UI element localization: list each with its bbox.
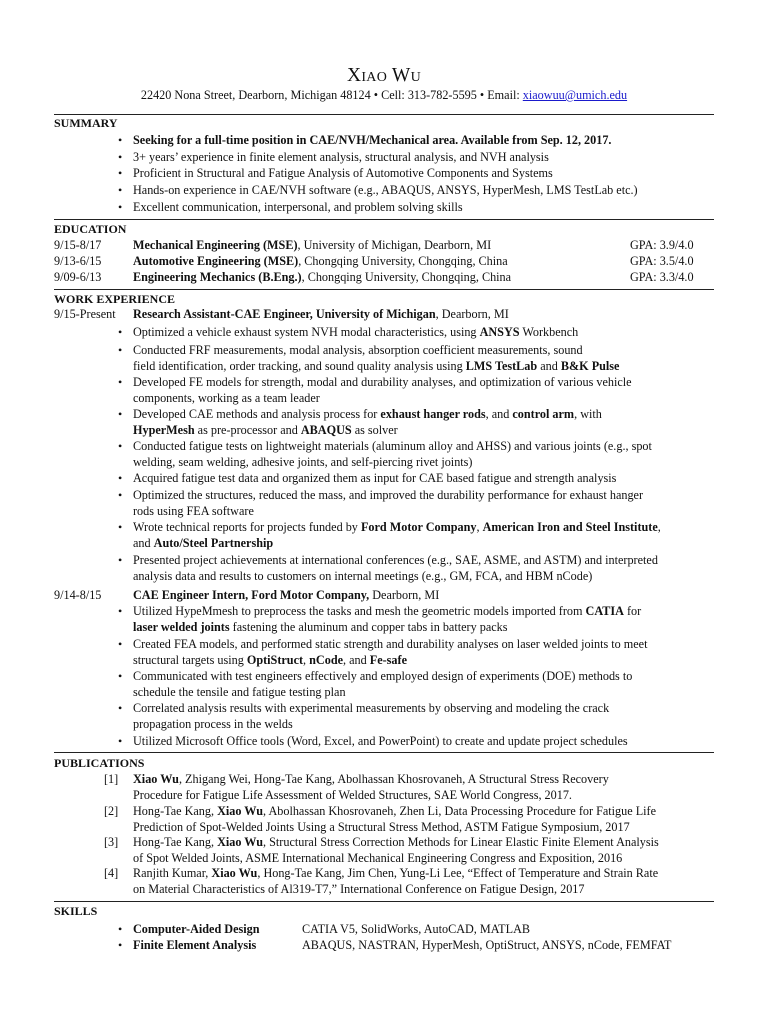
bullet: • bbox=[118, 488, 123, 502]
pub-number: [2] bbox=[104, 804, 119, 818]
bullet: • bbox=[118, 938, 123, 952]
bullet: • bbox=[118, 471, 123, 485]
bullet: • bbox=[118, 669, 123, 683]
pub-number: [3] bbox=[104, 835, 119, 849]
skills-heading: SKILLS bbox=[54, 904, 98, 918]
job-bullet: Conducted fatigue tests on lightweight materials (aluminum alloy and AHSS) and various joints (e.g., spot bbox=[133, 439, 652, 453]
bullet: • bbox=[118, 520, 123, 534]
job-bullet: Utilized Microsoft Office tools (Word, Excel, and PowerPoint) to create and update project schedules bbox=[133, 734, 628, 748]
text: CATIA bbox=[585, 604, 624, 618]
text: , Hong-Tae Kang, Jim Chen, Yung-Li Lee, “Effect of Temperature and Strain Rate bbox=[257, 866, 659, 880]
text: Utilized HypeMmesh to preprocess the tasks and mesh the geometric models imported from bbox=[133, 604, 586, 618]
bullet: • bbox=[118, 604, 123, 618]
bullet: • bbox=[118, 200, 123, 214]
summary-item: Proficient in Structural and Fatigue Analysis of Automotive Components and Systems bbox=[133, 166, 553, 180]
bullet: • bbox=[118, 553, 123, 567]
pub-entry bbox=[133, 771, 609, 787]
bullet: • bbox=[118, 133, 123, 147]
text: , and bbox=[485, 407, 513, 421]
pub-entry-cont: Prediction of Spot-Welded Joints Using a Structural Stress Method, ASTM Fatigue Symposium, 2017 bbox=[133, 820, 630, 834]
candidate-name: Xiao Wu bbox=[346, 65, 422, 86]
edu-school: , University of Michigan, Dearborn, MI bbox=[297, 238, 492, 252]
bullet: • bbox=[118, 325, 123, 339]
publications-heading: PUBLICATIONS bbox=[54, 756, 145, 770]
text: as pre-processor and bbox=[194, 423, 301, 437]
job-bullet bbox=[133, 406, 602, 422]
edu-school: , Chongqing University, Chongqing, China bbox=[301, 270, 512, 284]
bullet: • bbox=[118, 734, 123, 748]
job-bullet-cont: rods using FEA software bbox=[133, 504, 254, 518]
summary-rule bbox=[54, 114, 714, 115]
contact-line bbox=[0, 88, 768, 103]
text: HyperMesh bbox=[133, 423, 195, 437]
job-bullet-cont: analysis data and results to customers on internal meetings (e.g., GM, FCA, and HBM nCode) bbox=[133, 569, 593, 583]
text: American Iron and Steel Institute bbox=[482, 520, 658, 534]
work-rule bbox=[54, 289, 714, 290]
bullet: • bbox=[118, 150, 123, 164]
text: nCode bbox=[309, 653, 344, 667]
text: LMS TestLab bbox=[465, 359, 538, 373]
work-heading: WORK EXPERIENCE bbox=[54, 292, 176, 306]
bullet: • bbox=[118, 439, 123, 453]
job-bullet-cont bbox=[133, 535, 273, 551]
text: Hong-Tae Kang, bbox=[133, 835, 218, 849]
text: Workbench bbox=[519, 325, 579, 339]
text: , Zhigang Wei, Hong-Tae Kang, Abolhassan Khosrovaneh, A Structural Stress Recovery bbox=[178, 772, 609, 786]
text: , and bbox=[343, 653, 370, 667]
job-bullet: Communicated with test engineers effectively and employed design of experiments (DOE) methods to bbox=[133, 669, 633, 683]
skill-label: Computer-Aided Design bbox=[133, 922, 260, 936]
job-bullet: Created FEA models, and performed static strength and durability analyses on laser welded joints to meet bbox=[133, 637, 648, 651]
job-bullet: Acquired fatigue test data and organized them as input for CAE based fatigue and strength analysis bbox=[133, 471, 617, 485]
job-bullet-cont bbox=[133, 358, 619, 374]
edu-degree: Automotive Engineering (MSE) bbox=[133, 254, 299, 268]
contact-details: 22420 Nona Street, Dearborn, Michigan 48124 • Cell: 313-782-5595 • Email: bbox=[140, 88, 523, 102]
edu-gpa: GPA: 3.9/4.0 bbox=[630, 238, 694, 252]
text: exhaust hanger rods bbox=[380, 407, 486, 421]
bullet: • bbox=[118, 407, 123, 421]
text: for bbox=[623, 604, 642, 618]
bullet: • bbox=[118, 343, 123, 357]
text: structural targets using bbox=[133, 653, 247, 667]
job-location: , Dearborn, MI bbox=[435, 307, 509, 321]
edu-degree: Engineering Mechanics (B.Eng.) bbox=[133, 270, 302, 284]
text: control arm bbox=[512, 407, 575, 421]
text: as solver bbox=[351, 423, 398, 437]
bullet: • bbox=[118, 637, 123, 651]
bullet: • bbox=[118, 375, 123, 389]
job-title bbox=[133, 306, 509, 322]
text: , with bbox=[574, 407, 602, 421]
job-bullet-cont bbox=[133, 422, 398, 438]
text: and bbox=[133, 536, 154, 550]
text: OptiStruct bbox=[246, 653, 304, 667]
text: ABAQUS bbox=[300, 423, 352, 437]
edu-degree: Mechanical Engineering (MSE) bbox=[133, 238, 298, 252]
summary-item: Hands-on experience in CAE/NVH software (e.g., ABAQUS, ANSYS, HyperMesh, LMS TestLab etc.) bbox=[133, 183, 638, 197]
pub-entry bbox=[133, 865, 658, 881]
edu-entry bbox=[133, 253, 508, 269]
email-link[interactable]: xiaowuu@umich.edu bbox=[522, 88, 628, 102]
skill-label: Finite Element Analysis bbox=[133, 938, 257, 952]
text: Auto/Steel Partnership bbox=[153, 536, 274, 550]
pub-entry bbox=[133, 834, 659, 850]
job-bullet-cont bbox=[133, 652, 407, 668]
text: Fe-safe bbox=[369, 653, 407, 667]
bullet: • bbox=[118, 166, 123, 180]
text: , bbox=[476, 520, 483, 534]
education-rule bbox=[54, 219, 714, 220]
job-bullet: Correlated analysis results with experimental measurements by observing and modeling the crack bbox=[133, 701, 610, 715]
text: ANSYS bbox=[479, 325, 520, 339]
edu-date: 9/15-8/17 bbox=[54, 238, 102, 252]
text: Ford Motor Company bbox=[360, 520, 477, 534]
pub-number: [4] bbox=[104, 866, 119, 880]
text: , Structural Stress Correction Methods for Linear Elastic Finite Element Analysis bbox=[263, 835, 659, 849]
job-bullet bbox=[133, 519, 661, 535]
edu-gpa: GPA: 3.5/4.0 bbox=[630, 254, 694, 268]
summary-item: Excellent communication, interpersonal, and problem solving skills bbox=[133, 200, 463, 214]
job-date: 9/15-Present bbox=[54, 307, 116, 321]
text: Ranjith Kumar, bbox=[133, 866, 212, 880]
bullet: • bbox=[118, 183, 123, 197]
job-title bbox=[133, 587, 439, 603]
summary-item: 3+ years’ experience in finite element analysis, structural analysis, and NVH analysis bbox=[133, 150, 549, 164]
job-bullet: Presented project achievements at international conferences (e.g., SAE, ASME, and ASTM) and interpreted bbox=[133, 553, 658, 567]
edu-gpa: GPA: 3.3/4.0 bbox=[630, 270, 694, 284]
job-bullet bbox=[133, 603, 641, 619]
text: Xiao Wu bbox=[211, 866, 258, 880]
skill-value: ABAQUS, NASTRAN, HyperMesh, OptiStruct, ANSYS, nCode, FEMFAT bbox=[302, 938, 672, 952]
job-bullet: Conducted FRF measurements, modal analysis, absorption coefficient measurements, sound bbox=[133, 343, 583, 357]
job-bullet-cont: welding, seam welding, adhesive joints, and self-piercing rivet joints) bbox=[133, 455, 473, 469]
text: , bbox=[303, 653, 310, 667]
job-date: 9/14-8/15 bbox=[54, 588, 102, 602]
text: laser welded joints bbox=[133, 620, 230, 634]
edu-date: 9/13-6/15 bbox=[54, 254, 102, 268]
summary-heading: SUMMARY bbox=[54, 116, 118, 130]
text: and bbox=[537, 359, 561, 373]
summary-item: Seeking for a full-time position in CAE/NVH/Mechanical area. Available from Sep. 12, 2017. bbox=[133, 133, 612, 147]
text: B&K Pulse bbox=[560, 359, 620, 373]
text: , Abolhassan Khosrovaneh, Zhen Li, Data Processing Procedure for Fatigue Life bbox=[263, 804, 656, 818]
bullet: • bbox=[118, 701, 123, 715]
text: Developed CAE methods and analysis process for bbox=[133, 407, 381, 421]
pub-entry-cont: on Material Characteristics of Al319-T7,” International Conference on Fatigue Design, 2017 bbox=[133, 882, 585, 896]
job-role: Research Assistant-CAE Engineer, University of Michigan bbox=[133, 307, 436, 321]
job-bullet: Developed FE models for strength, modal and durability analyses, and optimization of various vehicle bbox=[133, 375, 632, 389]
job-bullet bbox=[133, 324, 578, 340]
text: Xiao Wu bbox=[217, 804, 264, 818]
edu-school: , Chongqing University, Chongqing, China bbox=[298, 254, 508, 268]
pub-entry bbox=[133, 803, 656, 819]
job-bullet-cont: propagation process in the welds bbox=[133, 717, 293, 731]
text: Hong-Tae Kang, bbox=[133, 804, 218, 818]
text: fastening the aluminum and copper tabs in battery packs bbox=[229, 620, 508, 634]
edu-entry bbox=[133, 269, 511, 285]
text: Xiao Wu bbox=[217, 835, 264, 849]
job-bullet-cont: components, working as a team leader bbox=[133, 391, 320, 405]
text: field identification, order tracking, and sound quality analysis using bbox=[133, 359, 466, 373]
text: Optimized a vehicle exhaust system NVH modal characteristics, using bbox=[133, 325, 480, 339]
job-location: Dearborn, MI bbox=[369, 588, 440, 602]
publications-rule bbox=[54, 752, 714, 753]
pub-entry-cont: of Spot Welded Joints, ASME International Mechanical Engineering Congress and Exposition, 2016 bbox=[133, 851, 623, 865]
text: Xiao Wu bbox=[133, 772, 179, 786]
job-bullet-cont: schedule the tensile and fatigue testing plan bbox=[133, 685, 346, 699]
edu-date: 9/09-6/13 bbox=[54, 270, 102, 284]
skills-rule bbox=[54, 901, 714, 902]
edu-entry bbox=[133, 237, 491, 253]
bullet: • bbox=[118, 922, 123, 936]
job-bullet-cont bbox=[133, 619, 507, 635]
job-bullet: Optimized the structures, reduced the mass, and improved the durability performance for exhaust hanger bbox=[133, 488, 644, 502]
pub-entry-cont: Procedure for Fatigue Life Assessment of Welded Structures, SAE World Congress, 2017. bbox=[133, 788, 572, 802]
skill-value: CATIA V5, SolidWorks, AutoCAD, MATLAB bbox=[302, 922, 531, 936]
text: , bbox=[657, 520, 661, 534]
pub-number: [1] bbox=[104, 772, 119, 786]
education-heading: EDUCATION bbox=[54, 222, 127, 236]
text: Wrote technical reports for projects funded by bbox=[133, 520, 361, 534]
job-role: CAE Engineer Intern, Ford Motor Company, bbox=[133, 588, 370, 602]
